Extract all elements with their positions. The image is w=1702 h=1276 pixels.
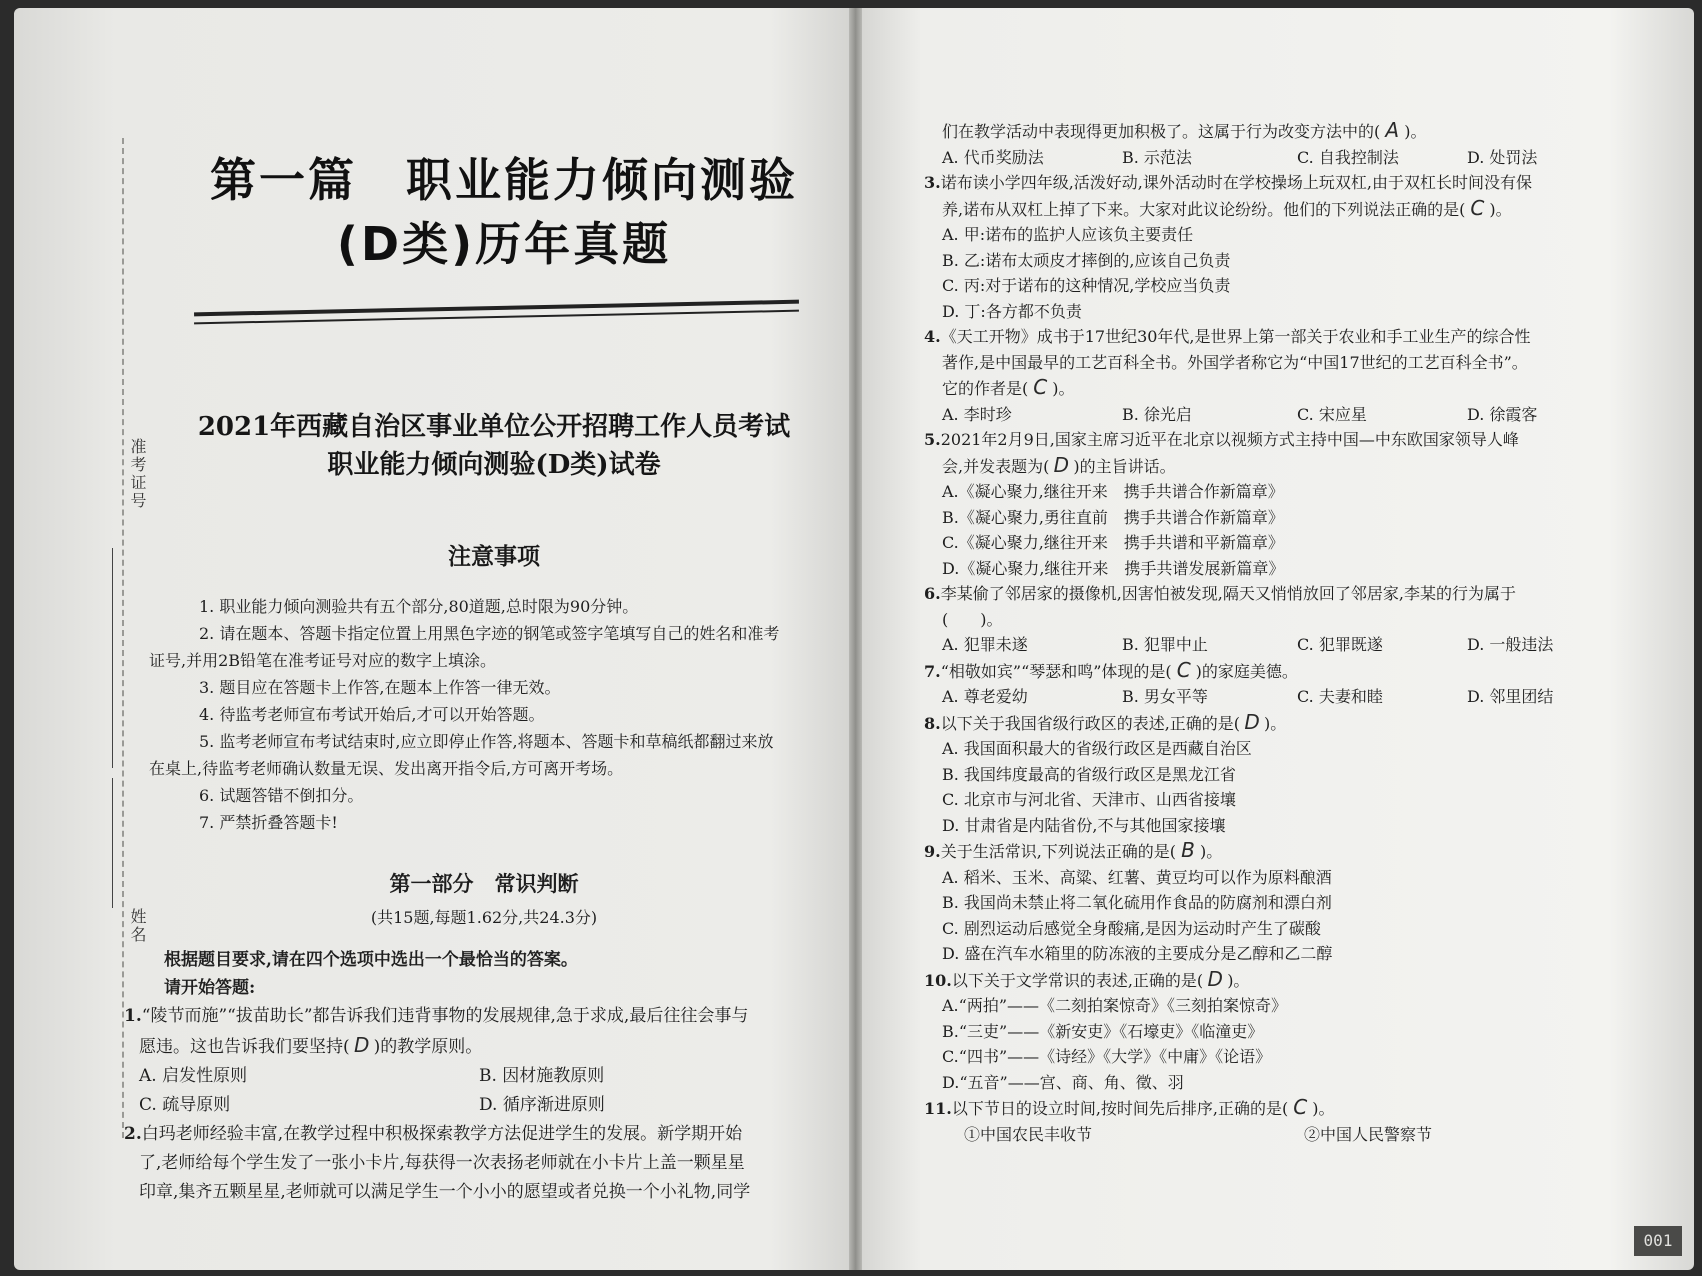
question-4-options <box>924 402 1664 428</box>
question-2-continued <box>924 118 1664 145</box>
question-3 <box>924 170 1664 196</box>
question-text: )。 <box>1489 199 1512 219</box>
option-d: D.《凝心聚力,继往开来 携手共谱发展新篇章》 <box>942 558 1285 578</box>
question-number: 3. <box>924 173 941 192</box>
notice-item: 2. 请在题本、答题卡指定位置上用黑色字迹的钢笔或签字笔填写自己的姓名和准考 <box>199 624 780 643</box>
notice-title: 注意事项 <box>448 543 540 570</box>
exam-title-line2: 职业能力倾向测验(D类)试卷 <box>327 450 661 480</box>
question-number: 5. <box>924 430 941 449</box>
chapter-title-line1: 第一篇 职业能力倾向测验 <box>210 153 798 207</box>
question-number: 10. <box>924 970 952 990</box>
question-4 <box>924 324 1664 350</box>
handwritten-answer: D <box>1244 709 1260 734</box>
question-10 <box>924 967 1664 994</box>
question-text: 们在教学活动中表现得更加积极了。这属于行为改变方法中的( <box>942 122 1381 141</box>
option-c: C. 剧烈运动后感觉全身酸痛,是因为运动时产生了碳酸 <box>942 918 1321 938</box>
question-text: 养,诺布从双杠上掉了下来。大家对此议论纷纷。他们的下列说法正确的是( <box>942 199 1466 219</box>
handwritten-answer: C <box>1176 657 1191 682</box>
question-text: 《天工开物》成书于17世纪30年代,是世界上第一部关于农业和手工业生产的综合性 <box>940 327 1531 346</box>
option-d: D. 甘肃省是内陆省份,不与其他国家接壤 <box>942 815 1226 835</box>
exam-title-line1: 2021年西藏自治区事业单位公开招聘工作人员考试 <box>197 412 791 442</box>
handwritten-answer: D <box>1207 966 1223 991</box>
question-text: )。 <box>1264 713 1287 733</box>
book-gutter <box>849 8 862 1270</box>
option-b: B. 示范法 <box>1122 147 1192 167</box>
option-b: B.“三吏”——《新安吏》《石壕吏》《临潼吏》 <box>942 1021 1264 1041</box>
question-text: “陵节而施”“拔苗助长”都告诉我们违背事物的发展规律,急于求成,最后往往会事与 <box>141 1006 749 1026</box>
question-text: 白玛老师经验丰富,在教学过程中积极探索教学方法促进学生的发展。新学期开始 <box>141 1124 743 1144</box>
instruction-text: 根据题目要求,请在四个选项中选出一个最恰当的答案。 <box>164 950 578 970</box>
option-d: D. 处罚法 <box>1467 147 1538 167</box>
option-c: C. 自我控制法 <box>1297 147 1399 167</box>
question-1-line2 <box>124 1031 824 1062</box>
notice-item: 4. 待监考老师宣布考试开始后,才可以开始答题。 <box>199 705 545 724</box>
question-7-options <box>924 684 1664 710</box>
title-rule-thick <box>194 300 799 317</box>
option-c: C.“四书”——《诗经》《大学》《中庸》《论语》 <box>942 1047 1272 1066</box>
question-6-options <box>924 632 1664 658</box>
question-2-options <box>924 145 1664 171</box>
question-text: )的主旨讲话。 <box>1073 456 1176 476</box>
question-text: 诺布读小学四年级,活泼好动,课外活动时在学校操场上玩双杠,由于双杠长时间没有保 <box>940 173 1532 192</box>
question-text: “相敬如宾”“琴瑟和鸣”体现的是( <box>940 661 1172 681</box>
exam-id-label: 准考证号 <box>128 438 147 510</box>
notice-item: 5. 监考老师宣布考试结束时,应立即停止作答,将题本、答题卡和草稿纸都翻过来放 <box>199 732 774 751</box>
question-text: 以下关于文学常识的表述,正确的是( <box>951 970 1204 990</box>
right-page <box>862 8 1694 1270</box>
option-a: A. 犯罪未遂 <box>942 635 1028 654</box>
question-6 <box>924 581 1664 607</box>
handwritten-answer: C <box>1470 195 1485 220</box>
chapter-title-line2: (D类)历年真题 <box>336 217 672 271</box>
handwritten-answer: D <box>1053 452 1070 477</box>
option-d: D. 盛在汽车水箱里的防冻液的主要成分是乙醇和乙二醇 <box>942 944 1333 963</box>
question-number: 2. <box>124 1124 142 1144</box>
right-questions <box>924 118 1664 1147</box>
list-item: ①中国农民丰收节 <box>964 1124 1093 1144</box>
left-page <box>14 8 849 1270</box>
option-b: B. 徐光启 <box>1122 404 1192 424</box>
option-a: A. 李时珍 <box>942 404 1012 424</box>
option-a: A. 代币奖励法 <box>942 147 1044 167</box>
option-b: B. 男女平等 <box>1122 687 1208 706</box>
question-number: 9. <box>924 842 941 861</box>
question-9 <box>924 838 1664 865</box>
option-a: A. 甲:诺布的监护人应该负主要责任 <box>942 225 1194 244</box>
question-text: )。 <box>1052 379 1075 398</box>
question-7 <box>924 658 1664 685</box>
question-2 <box>124 1120 824 1149</box>
option-a: A. 稻米、玉米、高粱、红薯、黄豆均可以作为原料酿酒 <box>942 867 1332 887</box>
option-d: D.“五音”——宫、商、角、徵、羽 <box>942 1072 1184 1092</box>
option-b: B. 我国尚未禁止将二氧化硫用作食品的防腐剂和漂白剂 <box>942 893 1332 912</box>
option-a: A.《凝心聚力,继往开来 携手共谱合作新篇章》 <box>942 482 1284 501</box>
question-11-items <box>924 1122 1664 1148</box>
question-text: 会,并发表题为( <box>942 456 1050 476</box>
question-text: )的家庭美德。 <box>1195 661 1298 681</box>
handwritten-answer: D <box>353 1033 370 1057</box>
question-number: 6. <box>924 584 941 603</box>
handwritten-answer: A <box>1385 118 1400 142</box>
notice-item: 6. 试题答错不倒扣分。 <box>199 786 364 805</box>
exam-id-line <box>112 548 113 768</box>
binding-dashed-line <box>122 138 124 1138</box>
option-c: C.《凝心聚力,继往开来 携手共谱和平新篇章》 <box>942 533 1284 552</box>
list-item: ②中国人民警察节 <box>1304 1124 1433 1144</box>
option-d: D. 徐霞客 <box>1467 404 1538 424</box>
question-text: 关于生活常识,下列说法正确的是( <box>940 842 1177 861</box>
question-number: 11. <box>924 1099 952 1118</box>
question-1 <box>124 1002 824 1031</box>
notice-list <box>149 593 819 836</box>
question-4-line2: 著作,是中国最早的工艺百科全书。外国学者称它为“中国17世纪的工艺百科全书”。 <box>942 352 1528 372</box>
option-c: C. 夫妻和睦 <box>1297 687 1383 706</box>
option-d: D. 邻里团结 <box>1467 687 1554 706</box>
option-a: A. 启发性原则 <box>139 1066 248 1086</box>
name-line <box>112 778 113 908</box>
question-8 <box>924 710 1664 737</box>
start-text: 请开始答题: <box>164 978 256 998</box>
option-a: A. 尊老爱幼 <box>942 687 1028 706</box>
question-number: 8. <box>924 713 941 733</box>
option-d: D. 一般违法 <box>1467 635 1554 654</box>
question-text: 以下节日的设立时间,按时间先后排序,正确的是( <box>951 1099 1289 1118</box>
question-text: )。 <box>1227 970 1250 990</box>
question-number: 1. <box>124 1006 142 1026</box>
name-label: 姓名 <box>128 908 147 944</box>
instructions <box>164 946 824 1002</box>
question-text: )。 <box>1404 122 1427 141</box>
option-d: D. 循序渐进原则 <box>479 1095 605 1115</box>
part-title: 第一部分 常识判断 <box>389 871 579 896</box>
option-b: B. 因材施教原则 <box>479 1066 605 1086</box>
question-3-line2 <box>924 196 1664 223</box>
question-text: 2021年2月9日,国家主席习近平在北京以视频方式主持中国—中东欧国家领导人峰 <box>940 430 1519 449</box>
notice-item: 证号,并用2B铅笔在准考证号对应的数字上填涂。 <box>149 651 497 670</box>
question-4-line3 <box>924 375 1664 402</box>
option-c: C. 丙:对于诺布的这种情况,学校应当负责 <box>942 276 1231 295</box>
handwritten-answer: C <box>1293 1095 1308 1119</box>
option-b: B.《凝心聚力,勇往直前 携手共谱合作新篇章》 <box>942 507 1284 527</box>
question-text: )。 <box>1312 1099 1335 1118</box>
question-5 <box>924 427 1664 453</box>
option-d: D. 丁:各方都不负责 <box>942 301 1082 321</box>
question-5-line2 <box>924 453 1664 480</box>
notice-item: 1. 职业能力倾向测验共有五个部分,80道题,总时限为90分钟。 <box>199 597 639 616</box>
question-text: )。 <box>1200 842 1223 861</box>
option-c: C. 宋应星 <box>1297 404 1367 424</box>
notice-item: 7. 严禁折叠答题卡! <box>199 813 338 832</box>
question-number: 4. <box>924 327 941 346</box>
option-c: C. 疏导原则 <box>139 1095 231 1115</box>
question-text: 以下关于我国省级行政区的表述,正确的是( <box>940 713 1241 733</box>
chapter-title <box>204 148 804 276</box>
question-text: 李某偷了邻居家的摄像机,因害怕被发现,隔天又悄悄放回了邻居家,李某的行为属于 <box>940 584 1516 603</box>
exam-title <box>174 408 814 484</box>
option-a: A.“两拍”——《二刻拍案惊奇》《三刻拍案惊奇》 <box>942 996 1288 1015</box>
part-subtitle: (共15题,每题1.62分,共24.3分) <box>370 908 598 927</box>
notice-item: 在桌上,待监考老师确认数量无误、发出离开指令后,方可离开考场。 <box>149 759 624 778</box>
question-text: )的教学原则。 <box>373 1037 483 1057</box>
question-number: 7. <box>924 661 941 681</box>
question-text: 愿违。这也告诉我们要坚持( <box>139 1037 350 1057</box>
question-1-options <box>124 1062 824 1120</box>
handwritten-answer: C <box>1033 375 1048 399</box>
option-b: B. 乙:诺布太顽皮才摔倒的,应该自己负责 <box>942 250 1231 270</box>
page-number-badge: 001 <box>1634 1226 1682 1256</box>
option-b: B. 犯罪中止 <box>1122 635 1208 654</box>
notice-item: 3. 题目应在答题卡上作答,在题本上作答一律无效。 <box>199 678 561 697</box>
question-11 <box>924 1095 1664 1122</box>
question-text: 它的作者是( <box>942 379 1029 398</box>
handwritten-answer: B <box>1181 838 1195 862</box>
question-6-line2: ( )。 <box>942 609 1003 629</box>
book-spread <box>14 8 1694 1270</box>
option-a: A. 我国面积最大的省级行政区是西藏自治区 <box>942 739 1252 758</box>
left-questions <box>124 1002 824 1207</box>
option-b: B. 我国纬度最高的省级行政区是黑龙江省 <box>942 764 1236 784</box>
question-2-line: 了,老师给每个学生发了一张小卡片,每获得一次表扬老师就在小卡片上盖一颗星星 <box>139 1153 745 1173</box>
option-c: C. 犯罪既遂 <box>1297 635 1383 654</box>
option-c: C. 北京市与河北省、天津市、山西省接壤 <box>942 790 1236 809</box>
question-2-line: 印章,集齐五颗星星,老师就可以满足学生一个小小的愿望或者兑换一个小礼物,同学 <box>139 1182 751 1202</box>
